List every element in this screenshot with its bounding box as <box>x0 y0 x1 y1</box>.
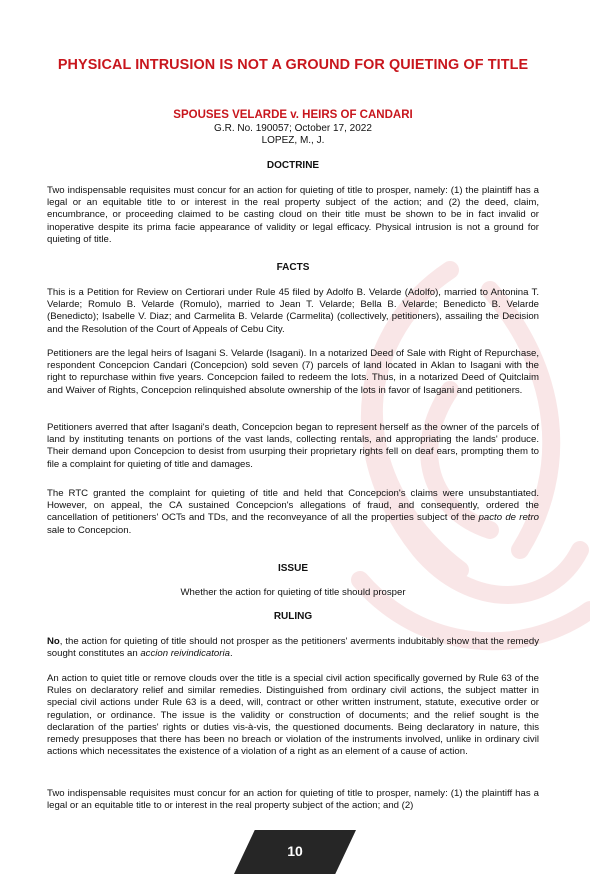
ruling-paragraph-1-text-a: , the action for quieting of title should not prosper as the petitioners' averments indubitably show that the remedy sought constitutes an <box>47 636 539 660</box>
facts-paragraph-4-italic: pacto de retro <box>478 512 540 524</box>
ruling-paragraph-3: Two indispensable requisites must concur for an action for quieting of title to prosper, namely: (1) the plaintiff has a legal or an equitable title to or interest in the real property subject of the action; and (2) <box>47 788 539 812</box>
ruling-answer: No <box>47 636 60 647</box>
ruling-paragraph-1-italic: accion reivindicatoria <box>140 648 230 660</box>
ruling-paragraph-2: An action to quiet title or remove clouds over the title is a special civil action specifically governed by Rule 63 of the Rules on declaratory relief and similar remedies. Distinguished from ordinary civil actions, the subject matter in special civil actions under Rule 63 is a deed, will, contract or other written instrument, statute, executive order or regulation, or ordinance. The issue is the validity or construction of documents; and the relief sought is the declaration of the parties' rights or duties vis-à-vis, the questioned documents. Being declaratory in nature, this remedy presupposes that there has been no breach or violation of the instruments involved, unlike in ordinary civil actions which necessitates the existence of a violation of a right as an element of a cause of action. <box>47 673 539 758</box>
doctrine-text: Two indispensable requisites must concur for an action for quieting of title to prosper, namely: (1) the plaintiff has a legal or an equitable title to or interest in the real property subject of the action; and (2) the deed, claim, encumbrance, or proceeding claimed to be casting cloud on their title must be shown to be in fact invalid or inoperative despite its prima facie appearance of validity or legal efficacy. Physical intrusion is not a ground for quieting of title. <box>47 185 539 245</box>
facts-paragraph-2: Petitioners are the legal heirs of Isagani S. Velarde (Isagani). In a notarized Deed of Sale with Right of Repurchase, respondent Concepcion Candari (Concepcion) sold seven (7) parcels of land located in Aklan to Isagani with the right to repurchase within five years. Concepcion failed to redeem the lots. Thus, in a notarized Deed of Quitclaim and Waiver of Rights, Concepcion relinquished absolute ownership of the lots in favor of Isagani and petitioners. <box>47 348 539 396</box>
facts-paragraph-4-text-a: The RTC granted the complaint for quieting of title and held that Concepcion's claims were unsubstantiated. However, on appeal, the CA sustained Concepcion's allegations of fraud, and consequently, ordered the cancellation of petitioners' OCTs and TDs, and the reconveyance of all the properties subject of the <box>47 488 539 524</box>
facts-paragraph-4-text-b: sale to Concepcion. <box>47 524 132 536</box>
ruling-paragraph-1-text-b: . <box>229 648 233 660</box>
facts-heading: FACTS <box>276 262 310 273</box>
facts-paragraph-1: This is a Petition for Review on Certiorari under Rule 45 filed by Adolfo B. Velarde (Adolfo), married to Antonina T. Velarde; Romulo B. Velarde (Romulo), married to Jean T. Velarde; Bella B. Velarde; Benedicto B. Velarde (Benedicto); Isabelle V. Diaz; and Carmelita B. Velarde (Carmelita) (collectively, petitioners), assailing the Decision and the Resolution of the Court of Appeals of Cebu City. <box>47 287 539 335</box>
page-number: 10 <box>287 843 303 859</box>
case-name: SPOUSES VELARDE v. HEIRS OF CANDARI <box>173 109 413 121</box>
facts-paragraph-4 <box>47 488 539 537</box>
issue-heading: ISSUE <box>277 563 308 574</box>
case-gr-number: G.R. No. 190057; October 17, 2022 <box>214 123 372 134</box>
case-ponente: LOPEZ, M., J. <box>261 135 325 146</box>
ruling-heading: RULING <box>273 611 313 622</box>
doctrine-heading: DOCTRINE <box>266 160 320 171</box>
page-title: PHYSICAL INTRUSION IS NOT A GROUND FOR QUIETING OF TITLE <box>57 57 529 73</box>
facts-paragraph-3: Petitioners averred that after Isagani's death, Concepcion began to represent herself as the owner of the parcels of land by instituting tenants on portions of the vast lands, collecting rentals, and appropriating the lands' produce. Their demand upon Concepcion to desist from usurping their proprietary rights fell on deaf ears, prompting them to file a complaint for quieting of title and damages. <box>47 422 539 470</box>
issue-text: Whether the action for quieting of title should prosper <box>180 587 406 598</box>
ruling-paragraph-1 <box>47 636 539 660</box>
